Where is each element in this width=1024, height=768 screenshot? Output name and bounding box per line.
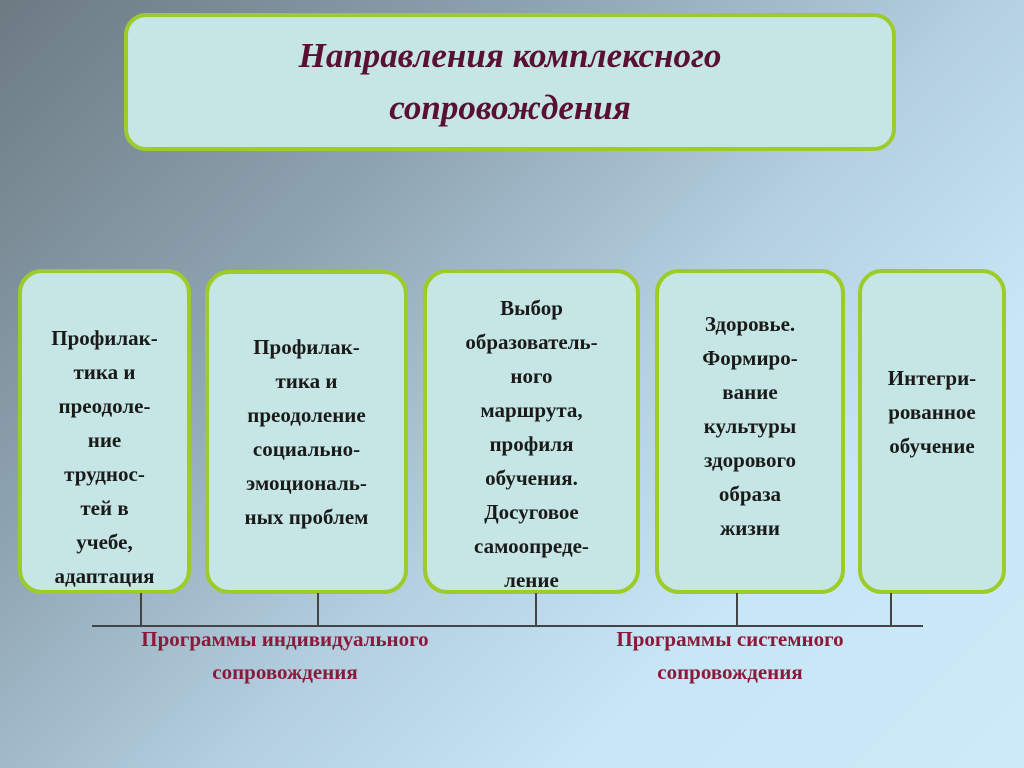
card-health xyxy=(655,269,845,594)
card-line: эмоциональ- xyxy=(246,471,367,495)
card-social-emotional xyxy=(205,270,408,594)
card-line: самоопреде- xyxy=(474,534,589,558)
card-line: тика и xyxy=(275,369,338,393)
connector-tick xyxy=(140,593,142,626)
connector-tick xyxy=(317,593,319,626)
card-line: ние xyxy=(87,428,122,452)
title-line-1: Направления комплексного xyxy=(298,36,722,75)
connector-tick xyxy=(736,593,738,626)
card-line: ление xyxy=(504,568,559,592)
card-educational-route xyxy=(423,269,640,594)
card-line: учебе, xyxy=(76,530,133,554)
card-line: рованное xyxy=(888,400,976,424)
card-line: образователь- xyxy=(465,330,598,354)
card-line: адаптация xyxy=(54,564,155,588)
card-line: Интегри- xyxy=(887,366,977,390)
card-line: маршрута, xyxy=(480,398,583,422)
card-line: обучения. xyxy=(485,466,578,490)
card-line: Досуговое xyxy=(484,500,579,524)
card-line: преодоление xyxy=(247,403,366,427)
card-integrated-learning xyxy=(858,269,1006,594)
program-line: Программы системного xyxy=(616,627,844,651)
card-line: Профилак- xyxy=(51,326,158,350)
card-line: социально- xyxy=(252,437,361,461)
program-line: сопровождения xyxy=(212,660,358,684)
card-line: тика и xyxy=(73,360,136,384)
card-line: Выбор xyxy=(500,296,563,320)
label-system-programs xyxy=(545,623,915,689)
card-line: вание xyxy=(722,380,778,404)
diagram-title xyxy=(210,30,810,134)
card-line: ного xyxy=(510,364,553,388)
card-learning-difficulties xyxy=(18,269,191,594)
card-line: тей в xyxy=(80,496,129,520)
card-line: профиля xyxy=(489,432,574,456)
title-line-2: сопровождения xyxy=(389,88,631,127)
program-line: Программы индивидуального xyxy=(141,627,429,651)
connector-tick xyxy=(890,593,892,626)
title-box xyxy=(124,13,896,151)
card-line: Здоровье. xyxy=(704,312,796,336)
card-line: преодоле- xyxy=(58,394,151,418)
connector-tick xyxy=(535,593,537,626)
card-line: ных проблем xyxy=(244,505,369,529)
card-line: образа xyxy=(718,482,782,506)
label-individual-programs xyxy=(70,623,500,689)
card-line: здорового xyxy=(703,448,797,472)
card-line: Профилак- xyxy=(253,335,360,359)
card-line: Формиро- xyxy=(702,346,798,370)
program-line: сопровождения xyxy=(657,660,803,684)
card-line: жизни xyxy=(720,516,780,540)
card-line: обучение xyxy=(889,434,975,458)
card-line: культуры xyxy=(703,414,797,438)
card-line: труднос- xyxy=(64,462,145,486)
